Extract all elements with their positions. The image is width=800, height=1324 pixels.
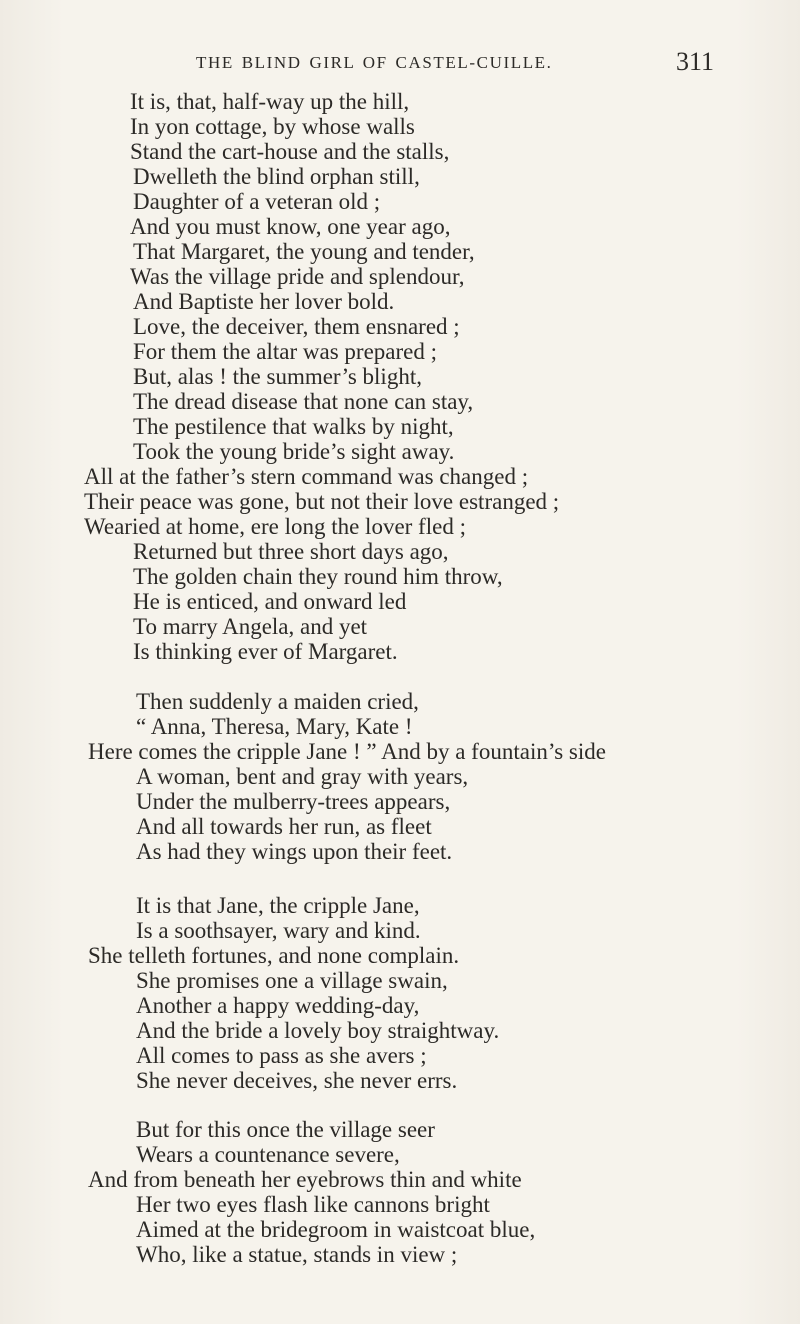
poem-line: Wears a countenance severe,: [136, 1142, 400, 1167]
poem-line: The pestilence that walks by night,: [133, 414, 454, 439]
poem-line: He is enticed, and onward led: [133, 589, 407, 614]
poem-line: For them the altar was prepared ;: [133, 339, 437, 364]
poem-line: Returned but three short days ago,: [133, 539, 449, 564]
poem-line: She telleth fortunes, and none complain.: [88, 943, 460, 968]
page-number: 311: [676, 47, 715, 76]
poem-line: Under the mulberry-trees appears,: [136, 789, 451, 814]
poem-line: And all towards her run, as fleet: [136, 814, 432, 839]
poem-line: Daughter of a veteran old ;: [133, 189, 381, 214]
poem-line: Love, the deceiver, them ensnared ;: [133, 314, 460, 339]
running-head: [0, 47, 800, 80]
poem-line: A woman, bent and gray with years,: [136, 764, 469, 789]
poem-line: Dwelleth the blind orphan still,: [133, 164, 420, 189]
poem-line: It is, that, half-way up the hill,: [130, 89, 410, 114]
poem-line: Her two eyes flash like cannons bright: [136, 1192, 490, 1217]
poem-line: And from beneath her eyebrows thin and white: [88, 1167, 522, 1192]
poem-line: “ Anna, Theresa, Mary, Kate !: [136, 714, 413, 739]
poem-line: All at the father’s stern command was changed ;: [84, 464, 529, 489]
poem-line: She never deceives, she never errs.: [136, 1068, 458, 1093]
poem-line: As had they wings upon their feet.: [136, 839, 453, 864]
poem-line: And Baptiste her lover bold.: [133, 289, 395, 314]
poem-line: Was the village pride and splendour,: [130, 264, 465, 289]
poem-line: It is that Jane, the cripple Jane,: [136, 893, 420, 918]
poem-line: That Margaret, the young and tender,: [133, 239, 475, 264]
poem-line: Who, like a statue, stands in view ;: [136, 1242, 458, 1267]
poem-line: But for this once the village seer: [136, 1117, 435, 1142]
poem-line: Is thinking ever of Margaret.: [133, 639, 398, 664]
poem-line: But, alas ! the summer’s blight,: [133, 364, 422, 389]
poem-line: Is a soothsayer, wary and kind.: [136, 918, 421, 943]
chapter-title: THE BLIND GIRL OF CASTEL-CUILLE.: [196, 53, 553, 72]
poem-line: Their peace was gone, but not their love estranged ;: [84, 489, 560, 514]
poem-line: Then suddenly a maiden cried,: [136, 689, 419, 714]
poem-line: She promises one a village swain,: [136, 968, 448, 993]
poem-line: In yon cottage, by whose walls: [130, 114, 415, 139]
poem-line: Another a happy wedding-day,: [136, 993, 420, 1018]
poem-line: Stand the cart-house and the stalls,: [130, 139, 450, 164]
poem-line: To marry Angela, and yet: [133, 614, 368, 639]
poem-line: The dread disease that none can stay,: [133, 389, 474, 414]
poem-line: And you must know, one year ago,: [130, 214, 451, 239]
poem-line: Took the young bride’s sight away.: [133, 439, 455, 464]
poem-line: Here comes the cripple Jane ! ” And by a fountain’s side: [88, 739, 606, 764]
poem-line: The golden chain they round him throw,: [133, 564, 503, 589]
poem-line: And the bride a lovely boy straightway.: [136, 1018, 500, 1043]
poem-line: Wearied at home, ere long the lover fled ;: [84, 514, 466, 539]
poem-line: All comes to pass as she avers ;: [136, 1043, 427, 1068]
poem-line: Aimed at the bridegroom in waistcoat blue,: [136, 1217, 536, 1242]
